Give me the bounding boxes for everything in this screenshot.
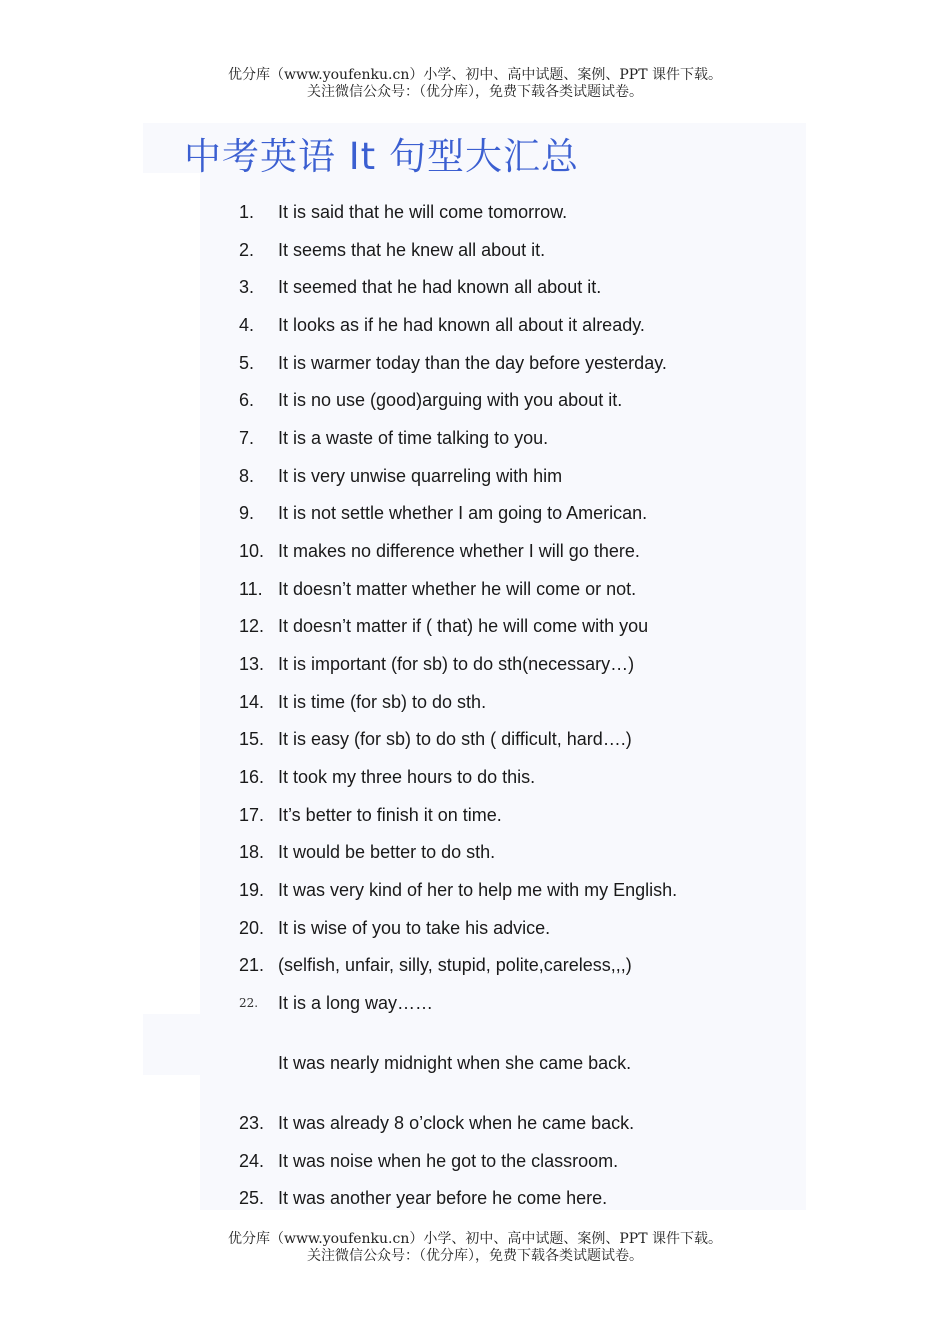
item-number: 25. — [239, 1188, 265, 1208]
item-text: It looks as if he had known all about it already. — [278, 315, 645, 335]
item-number: 19. — [239, 880, 265, 900]
item-number: 23. — [239, 1113, 265, 1133]
item-number: 14. — [239, 692, 265, 712]
item-text: It is wise of you to take his advice. — [278, 918, 551, 938]
item-number: 10. — [239, 541, 265, 561]
content-background-notch — [143, 1014, 200, 1075]
footer-line-1: 优分库（www.youfenku.cn）小学、初中、高中试题、案例、PPT 课件下载。 — [227, 1231, 722, 1247]
item-text: It is no use (good)arguing with you about it. — [278, 390, 623, 410]
item-number: 2. — [239, 240, 255, 260]
item-number: 20. — [239, 918, 265, 938]
item-text: It is a waste of time talking to you. — [278, 428, 549, 448]
item-text: It is warmer today than the day before yesterday. — [278, 353, 667, 373]
item-text: It seems that he knew all about it. — [278, 240, 546, 260]
item-text: It is important (for sb) to do sth(necessary…) — [278, 654, 635, 674]
item-number: 5. — [239, 353, 255, 373]
header-line-2: 关注微信公众号：（优分库），免费下载各类试题试卷。 — [307, 84, 643, 100]
item-text: It seemed that he had known all about it. — [278, 277, 602, 297]
item-text: (selfish, unfair, silly, stupid, polite,careless,,,) — [278, 955, 632, 975]
item-number: 6. — [239, 390, 255, 410]
item-text: It’s better to finish it on time. — [278, 805, 502, 825]
item-number: 11. — [239, 579, 263, 599]
item-number: 17. — [239, 805, 265, 825]
item-number: 13. — [239, 654, 265, 674]
item-number: 16. — [239, 767, 265, 787]
item-text: It was very kind of her to help me with my English. — [278, 880, 678, 900]
item-number: 8. — [239, 466, 255, 486]
item-number: 3. — [239, 277, 255, 297]
item-number: 18. — [239, 842, 265, 862]
document-title: 中考英语 It 句型大汇总 — [184, 135, 579, 178]
item-text: It is a long way…… — [278, 993, 434, 1013]
header-line-1: 优分库（www.youfenku.cn）小学、初中、高中试题、案例、PPT 课件下载。 — [227, 67, 722, 83]
item-text: It is time (for sb) to do sth. — [278, 692, 487, 712]
item-text: It took my three hours to do this. — [278, 767, 536, 787]
item-text: It would be better to do sth. — [278, 842, 496, 862]
item-number: 7. — [239, 428, 255, 448]
item-text: It doesn’t matter whether he will come or not. — [278, 579, 637, 599]
item-text: It is not settle whether I am going to American. — [278, 503, 648, 523]
page-footer — [0, 1231, 950, 1265]
page-header — [0, 67, 950, 101]
item-text: It is very unwise quarreling with him — [278, 466, 563, 486]
item-text: It was already 8 o’clock when he came back. — [278, 1113, 635, 1133]
item-text: It was noise when he got to the classroom. — [278, 1151, 619, 1171]
item-text: It is said that he will come tomorrow. — [278, 202, 568, 222]
item-text: It was nearly midnight when she came back. — [278, 1053, 632, 1073]
item-text: It doesn’t matter if ( that) he will come with you — [278, 616, 649, 636]
footer-line-2: 关注微信公众号：（优分库），免费下载各类试题试卷。 — [307, 1248, 643, 1264]
item-text: It is easy (for sb) to do sth ( difficult, hard….) — [278, 729, 632, 749]
item-number: 22. — [239, 996, 259, 1010]
item-number: 12. — [239, 616, 265, 636]
item-number: 21. — [239, 955, 265, 975]
item-number: 9. — [239, 503, 255, 523]
item-number: 1. — [239, 202, 255, 222]
item-number: 4. — [239, 315, 255, 335]
item-text: It was another year before he come here. — [278, 1188, 608, 1208]
item-text: It makes no difference whether I will go there. — [278, 541, 640, 561]
item-number: 15. — [239, 729, 265, 749]
item-number: 24. — [239, 1151, 265, 1171]
